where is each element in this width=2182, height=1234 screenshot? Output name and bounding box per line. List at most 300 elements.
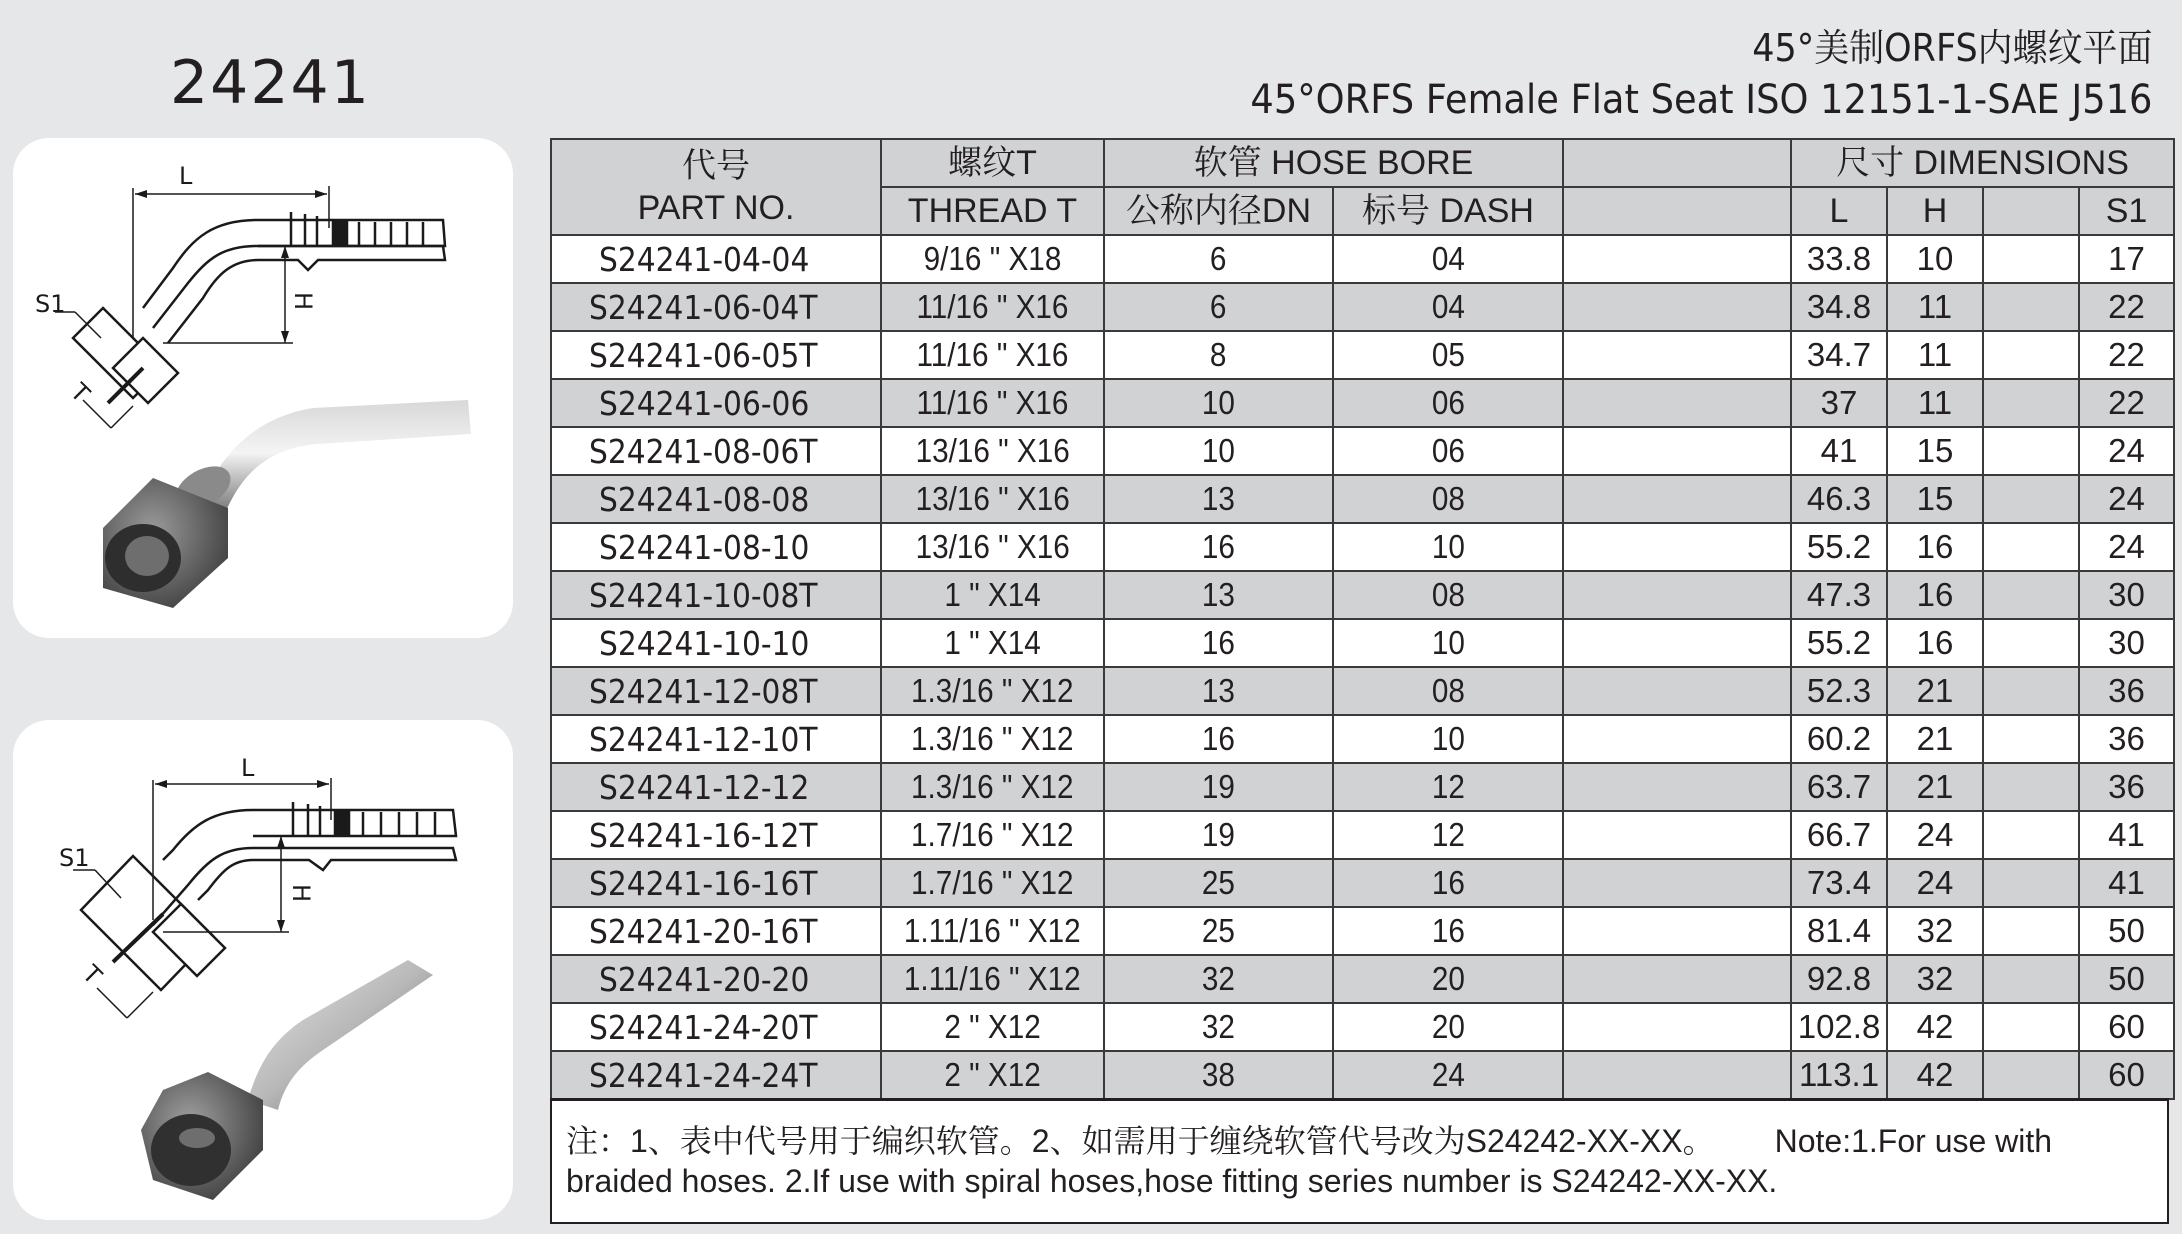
cell-thread-value: 9/16 " X18	[923, 240, 1062, 277]
table-row	[551, 907, 2174, 955]
cell-h	[1887, 1003, 1983, 1051]
cell-h	[1887, 283, 1983, 331]
cell-s1	[2079, 619, 2174, 667]
cell-h-value: 10	[1916, 240, 1954, 277]
cell-dn	[1104, 571, 1333, 619]
svg-text:L: L	[179, 162, 193, 190]
cell-dn	[1104, 235, 1333, 283]
cell-s1	[2079, 1051, 2174, 1099]
cell-l	[1791, 1003, 1887, 1051]
header-dash: 标号 DASH	[1333, 187, 1563, 235]
cell-part-no	[551, 571, 881, 619]
cell-h-value: 21	[1916, 720, 1954, 757]
cell-s1	[2079, 283, 2174, 331]
cell-l	[1791, 475, 1887, 523]
cell-l	[1791, 955, 1887, 1003]
cell-blank-2	[1983, 475, 2079, 523]
cell-l-value: 113.1	[1798, 1056, 1880, 1093]
cell-s1	[2079, 811, 2174, 859]
table-row	[551, 667, 2174, 715]
cell-s1-value: 22	[2108, 336, 2145, 373]
cell-l-value: 34.8	[1806, 288, 1872, 325]
cell-blank-2	[1983, 283, 2079, 331]
cell-h	[1887, 427, 1983, 475]
cell-blank	[1563, 235, 1791, 283]
cell-blank-2	[1983, 235, 2079, 283]
cell-dash	[1333, 763, 1563, 811]
cell-part-no-value: S24241-06-05T	[589, 335, 818, 375]
cell-h	[1887, 523, 1983, 571]
cell-s1-value: 22	[2108, 384, 2145, 421]
cell-s1-value: 22	[2108, 288, 2145, 325]
cell-blank	[1563, 955, 1791, 1003]
cell-blank-2	[1983, 1051, 2079, 1099]
cell-blank	[1563, 475, 1791, 523]
cell-dn-value: 32	[1201, 960, 1236, 997]
fitting-drawing-icon	[13, 720, 513, 1220]
fitting-drawing-icon	[13, 138, 513, 638]
cell-s1-value: 24	[2108, 432, 2145, 469]
cell-s1-value: 24	[2108, 480, 2145, 517]
cell-l	[1791, 1051, 1887, 1099]
note-english: Note:1.For use with braided hoses. 2.If use with spiral hoses,hose fitting series number is S24242-XX-XX.	[566, 1123, 2053, 1199]
table-row	[551, 475, 2174, 523]
cell-dn-value: 13	[1201, 576, 1236, 613]
cell-l	[1791, 235, 1887, 283]
table-row	[551, 427, 2174, 475]
title-block	[1172, 22, 2152, 126]
cell-blank	[1563, 1051, 1791, 1099]
cell-dash-value: 05	[1431, 336, 1465, 373]
cell-l	[1791, 811, 1887, 859]
cell-s1-value: 50	[2108, 912, 2145, 949]
cell-s1-value: 36	[2108, 672, 2145, 709]
cell-thread	[881, 1003, 1104, 1051]
cell-part-no	[551, 859, 881, 907]
table-row	[551, 235, 2174, 283]
cell-s1-value: 41	[2108, 864, 2145, 901]
cell-dn	[1104, 475, 1333, 523]
cell-s1	[2079, 667, 2174, 715]
cell-dn-value: 8	[1210, 336, 1227, 373]
cell-dash-value: 10	[1431, 624, 1465, 661]
cell-s1-value: 41	[2108, 816, 2145, 853]
cell-s1-value: 30	[2108, 624, 2145, 661]
svg-text:S1: S1	[35, 290, 66, 318]
note-box	[550, 1098, 2169, 1224]
cell-dn	[1104, 859, 1333, 907]
cell-dash	[1333, 283, 1563, 331]
table-row	[551, 859, 2174, 907]
svg-text:H: H	[289, 292, 317, 311]
cell-part-no-value: S24241-08-10	[599, 527, 810, 567]
cell-s1-value: 60	[2108, 1008, 2145, 1045]
svg-text:L: L	[241, 754, 255, 782]
cell-dash	[1333, 379, 1563, 427]
header-part-no	[551, 139, 881, 235]
cell-dn	[1104, 523, 1333, 571]
cell-part-no	[551, 283, 881, 331]
cell-h	[1887, 619, 1983, 667]
cell-thread	[881, 955, 1104, 1003]
cell-dn-value: 25	[1201, 912, 1236, 949]
cell-thread-value: 1.3/16 " X12	[911, 672, 1074, 709]
cell-part-no	[551, 523, 881, 571]
header-dn: 公称内径DN	[1104, 187, 1333, 235]
cell-dash-value: 12	[1431, 768, 1465, 805]
cell-dn-value: 6	[1210, 240, 1227, 277]
cell-l-value: 60.2	[1806, 720, 1872, 757]
cell-h-value: 21	[1916, 672, 1954, 709]
cell-blank	[1563, 907, 1791, 955]
cell-dn-value: 16	[1201, 624, 1236, 661]
cell-part-no-value: S24241-20-20	[599, 959, 810, 999]
cell-dn-value: 19	[1201, 768, 1236, 805]
cell-h-value: 42	[1916, 1008, 1954, 1045]
cell-blank-2	[1983, 571, 2079, 619]
cell-blank	[1563, 283, 1791, 331]
cell-s1	[2079, 763, 2174, 811]
cell-part-no	[551, 1051, 881, 1099]
cell-l-value: 37	[1820, 384, 1858, 421]
cell-dash	[1333, 523, 1563, 571]
cell-dash	[1333, 475, 1563, 523]
cell-dash-value: 16	[1431, 864, 1465, 901]
header-h: H	[1887, 187, 1983, 235]
cell-dash	[1333, 811, 1563, 859]
header-blank-2	[1983, 187, 2079, 235]
header-dimensions: 尺寸 DIMENSIONS	[1791, 139, 2174, 187]
cell-thread	[881, 379, 1104, 427]
cell-blank-2	[1983, 907, 2079, 955]
table-row	[551, 379, 2174, 427]
cell-h	[1887, 1051, 1983, 1099]
cell-part-no-value: S24241-24-20T	[589, 1007, 818, 1047]
cell-part-no-value: S24241-24-24T	[589, 1055, 818, 1095]
cell-h-value: 11	[1917, 384, 1953, 421]
cell-s1-value: 36	[2108, 768, 2145, 805]
cell-s1-value: 24	[2108, 528, 2145, 565]
cell-part-no-value: S24241-06-06	[599, 383, 810, 423]
cell-l-value: 47.3	[1806, 576, 1872, 613]
cell-l	[1791, 715, 1887, 763]
header-blank	[1563, 139, 1791, 187]
cell-h-value: 32	[1916, 960, 1954, 997]
cell-blank	[1563, 859, 1791, 907]
cell-thread-value: 1.3/16 " X12	[911, 720, 1074, 757]
table-row	[551, 763, 2174, 811]
cell-dash-value: 06	[1431, 384, 1465, 421]
header-hose-bore: 软管 HOSE BORE	[1104, 139, 1563, 187]
cell-blank-2	[1983, 955, 2079, 1003]
cell-thread-value: 11/16 " X16	[916, 384, 1069, 421]
svg-text:S1: S1	[59, 844, 90, 872]
cell-s1	[2079, 715, 2174, 763]
cell-dn	[1104, 331, 1333, 379]
cell-thread-value: 1 " X14	[944, 576, 1041, 613]
cell-blank-2	[1983, 667, 2079, 715]
cell-dash-value: 20	[1431, 960, 1465, 997]
cell-h-value: 42	[1916, 1056, 1954, 1093]
cell-part-no-value: S24241-06-04T	[589, 287, 818, 327]
cell-dn	[1104, 763, 1333, 811]
cell-l	[1791, 427, 1887, 475]
cell-dash	[1333, 859, 1563, 907]
cell-dash-value: 06	[1431, 432, 1465, 469]
cell-s1	[2079, 907, 2174, 955]
table-row	[551, 523, 2174, 571]
cell-part-no-value: S24241-16-16T	[589, 863, 818, 903]
table-row	[551, 1051, 2174, 1099]
cell-dn-value: 10	[1201, 384, 1236, 421]
cell-part-no-value: S24241-10-08T	[589, 575, 818, 615]
header-s1: S1	[2079, 187, 2174, 235]
cell-l-value: 81.4	[1806, 912, 1872, 949]
cell-thread-value: 11/16 " X16	[916, 288, 1069, 325]
product-drawing-panel-2	[13, 720, 513, 1220]
cell-thread-value: 11/16 " X16	[916, 336, 1069, 373]
cell-thread	[881, 1051, 1104, 1099]
header-part-en: PART NO.	[637, 189, 795, 227]
cell-dn	[1104, 379, 1333, 427]
cell-h-value: 16	[1916, 576, 1954, 613]
cell-s1	[2079, 955, 2174, 1003]
cell-thread	[881, 811, 1104, 859]
cell-h-value: 16	[1916, 624, 1954, 661]
cell-l	[1791, 907, 1887, 955]
spec-table	[550, 138, 2175, 1100]
cell-dn-value: 32	[1201, 1008, 1236, 1045]
cell-dn	[1104, 1051, 1333, 1099]
cell-dn-value: 10	[1201, 432, 1236, 469]
svg-text:T: T	[64, 377, 96, 409]
cell-part-no	[551, 667, 881, 715]
cell-thread	[881, 427, 1104, 475]
cell-blank-2	[1983, 763, 2079, 811]
cell-dn-value: 16	[1201, 720, 1236, 757]
cell-l-value: 73.4	[1806, 864, 1872, 901]
cell-l	[1791, 331, 1887, 379]
cell-blank	[1563, 667, 1791, 715]
cell-s1-value: 60	[2108, 1056, 2145, 1093]
cell-s1	[2079, 235, 2174, 283]
cell-s1-value: 50	[2108, 960, 2145, 997]
cell-s1-value: 30	[2108, 576, 2145, 613]
cell-l	[1791, 283, 1887, 331]
cell-part-no	[551, 715, 881, 763]
cell-l	[1791, 571, 1887, 619]
cell-dash	[1333, 427, 1563, 475]
cell-blank-2	[1983, 859, 2079, 907]
cell-l	[1791, 379, 1887, 427]
title-chinese: 45°美制ORFS内螺纹平面	[1751, 26, 2152, 70]
cell-s1	[2079, 571, 2174, 619]
cell-dn-value: 13	[1201, 480, 1236, 517]
cell-dn	[1104, 619, 1333, 667]
cell-part-no-value: S24241-16-12T	[589, 815, 818, 855]
cell-dash	[1333, 715, 1563, 763]
cell-dn	[1104, 907, 1333, 955]
cell-l-value: 34.7	[1806, 336, 1872, 373]
cell-blank-2	[1983, 715, 2079, 763]
cell-blank-2	[1983, 523, 2079, 571]
cell-h-value: 21	[1916, 768, 1954, 805]
cell-l	[1791, 859, 1887, 907]
cell-h	[1887, 907, 1983, 955]
table-row	[551, 283, 2174, 331]
cell-s1	[2079, 523, 2174, 571]
cell-l	[1791, 523, 1887, 571]
cell-h	[1887, 859, 1983, 907]
cell-part-no	[551, 379, 881, 427]
cell-thread-value: 1.7/16 " X12	[911, 864, 1074, 901]
cell-thread	[881, 475, 1104, 523]
header-l: L	[1791, 187, 1887, 235]
header-blank	[1563, 187, 1791, 235]
cell-part-no	[551, 475, 881, 523]
cell-thread-value: 1.11/16 " X12	[904, 960, 1081, 997]
cell-s1	[2079, 1003, 2174, 1051]
cell-h	[1887, 475, 1983, 523]
cell-s1	[2079, 859, 2174, 907]
cell-h	[1887, 955, 1983, 1003]
cell-dn-value: 16	[1201, 528, 1236, 565]
cell-dn-value: 13	[1201, 672, 1236, 709]
cell-dash-value: 24	[1431, 1056, 1465, 1093]
cell-part-no	[551, 907, 881, 955]
cell-l-value: 41	[1820, 432, 1858, 469]
header-thread-group: 螺纹T	[881, 139, 1104, 187]
cell-part-no	[551, 811, 881, 859]
cell-thread-value: 1.11/16 " X12	[904, 912, 1081, 949]
cell-blank	[1563, 427, 1791, 475]
cell-dash-value: 08	[1431, 480, 1465, 517]
cell-s1-value: 36	[2108, 720, 2145, 757]
cell-blank	[1563, 379, 1791, 427]
cell-l-value: 92.8	[1806, 960, 1872, 997]
cell-blank-2	[1983, 619, 2079, 667]
cell-dash-value: 04	[1431, 288, 1465, 325]
cell-dash-value: 20	[1431, 1008, 1465, 1045]
cell-dn	[1104, 283, 1333, 331]
cell-h-value: 16	[1916, 528, 1954, 565]
cell-dn	[1104, 811, 1333, 859]
cell-blank	[1563, 1003, 1791, 1051]
cell-s1	[2079, 379, 2174, 427]
title-english: 45°ORFS Female Flat Seat ISO 12151-1-SAE J516	[1249, 77, 2152, 123]
table-row	[551, 811, 2174, 859]
cell-l	[1791, 667, 1887, 715]
table-row	[551, 955, 2174, 1003]
cell-h	[1887, 331, 1983, 379]
cell-blank	[1563, 523, 1791, 571]
cell-blank	[1563, 715, 1791, 763]
cell-dash	[1333, 1051, 1563, 1099]
table-row	[551, 571, 2174, 619]
cell-thread-value: 1.7/16 " X12	[911, 816, 1074, 853]
cell-part-no-value: S24241-12-12	[599, 767, 810, 807]
cell-s1	[2079, 331, 2174, 379]
cell-h-value: 24	[1916, 864, 1954, 901]
cell-dn	[1104, 715, 1333, 763]
cell-blank-2	[1983, 1003, 2079, 1051]
cell-dash-value: 08	[1431, 672, 1465, 709]
cell-dn	[1104, 955, 1333, 1003]
cell-l-value: 63.7	[1806, 768, 1872, 805]
cell-thread	[881, 715, 1104, 763]
cell-dn-value: 38	[1201, 1056, 1236, 1093]
cell-part-no-value: S24241-12-08T	[589, 671, 818, 711]
note-chinese: 注：1、表中代号用于编织软管。2、如需用于缠绕软管代号改为S24242-XX-XX。	[566, 1123, 1715, 1159]
cell-dash-value: 10	[1431, 528, 1465, 565]
cell-l-value: 33.8	[1806, 240, 1872, 277]
cell-dash	[1333, 571, 1563, 619]
cell-thread-value: 1 " X14	[944, 624, 1041, 661]
cell-part-no-value: S24241-20-16T	[589, 911, 818, 951]
cell-part-no-value: S24241-08-06T	[589, 431, 818, 471]
cell-thread	[881, 619, 1104, 667]
cell-dash-value: 04	[1431, 240, 1465, 277]
series-code: 24241	[170, 48, 371, 118]
cell-thread	[881, 859, 1104, 907]
cell-part-no-value: S24241-12-10T	[589, 719, 818, 759]
cell-l-value: 102.8	[1797, 1008, 1881, 1045]
cell-dash	[1333, 907, 1563, 955]
cell-dash	[1333, 235, 1563, 283]
cell-part-no	[551, 955, 881, 1003]
cell-blank	[1563, 763, 1791, 811]
table-row	[551, 715, 2174, 763]
cell-thread	[881, 571, 1104, 619]
cell-l-value: 46.3	[1806, 480, 1872, 517]
cell-h	[1887, 715, 1983, 763]
cell-dash-value: 12	[1431, 816, 1465, 853]
cell-l	[1791, 763, 1887, 811]
cell-dash	[1333, 667, 1563, 715]
cell-dash-value: 16	[1431, 912, 1465, 949]
cell-part-no	[551, 331, 881, 379]
cell-h-value: 15	[1916, 480, 1954, 517]
cell-l-value: 55.2	[1806, 624, 1872, 661]
cell-dn-value: 19	[1201, 816, 1236, 853]
cell-s1-value: 17	[2108, 240, 2145, 277]
cell-thread	[881, 667, 1104, 715]
cell-blank	[1563, 619, 1791, 667]
cell-dash	[1333, 1003, 1563, 1051]
header-thread: THREAD T	[881, 187, 1104, 235]
cell-dn-value: 6	[1210, 288, 1227, 325]
cell-blank-2	[1983, 379, 2079, 427]
cell-blank	[1563, 571, 1791, 619]
cell-h	[1887, 811, 1983, 859]
cell-h	[1887, 571, 1983, 619]
spec-table-body	[551, 235, 2174, 1099]
cell-blank	[1563, 811, 1791, 859]
cell-h-value: 11	[1917, 336, 1953, 373]
cell-dash-value: 10	[1431, 720, 1465, 757]
cell-part-no-value: S24241-04-04	[599, 239, 810, 279]
cell-thread-value: 13/16 " X16	[915, 432, 1070, 469]
cell-h-value: 15	[1916, 432, 1954, 469]
cell-blank-2	[1983, 811, 2079, 859]
cell-part-no-value: S24241-10-10	[599, 623, 810, 663]
cell-thread	[881, 331, 1104, 379]
cell-blank-2	[1983, 427, 2079, 475]
product-drawing-panel-1	[13, 138, 513, 638]
cell-part-no	[551, 427, 881, 475]
cell-h	[1887, 763, 1983, 811]
cell-part-no	[551, 1003, 881, 1051]
